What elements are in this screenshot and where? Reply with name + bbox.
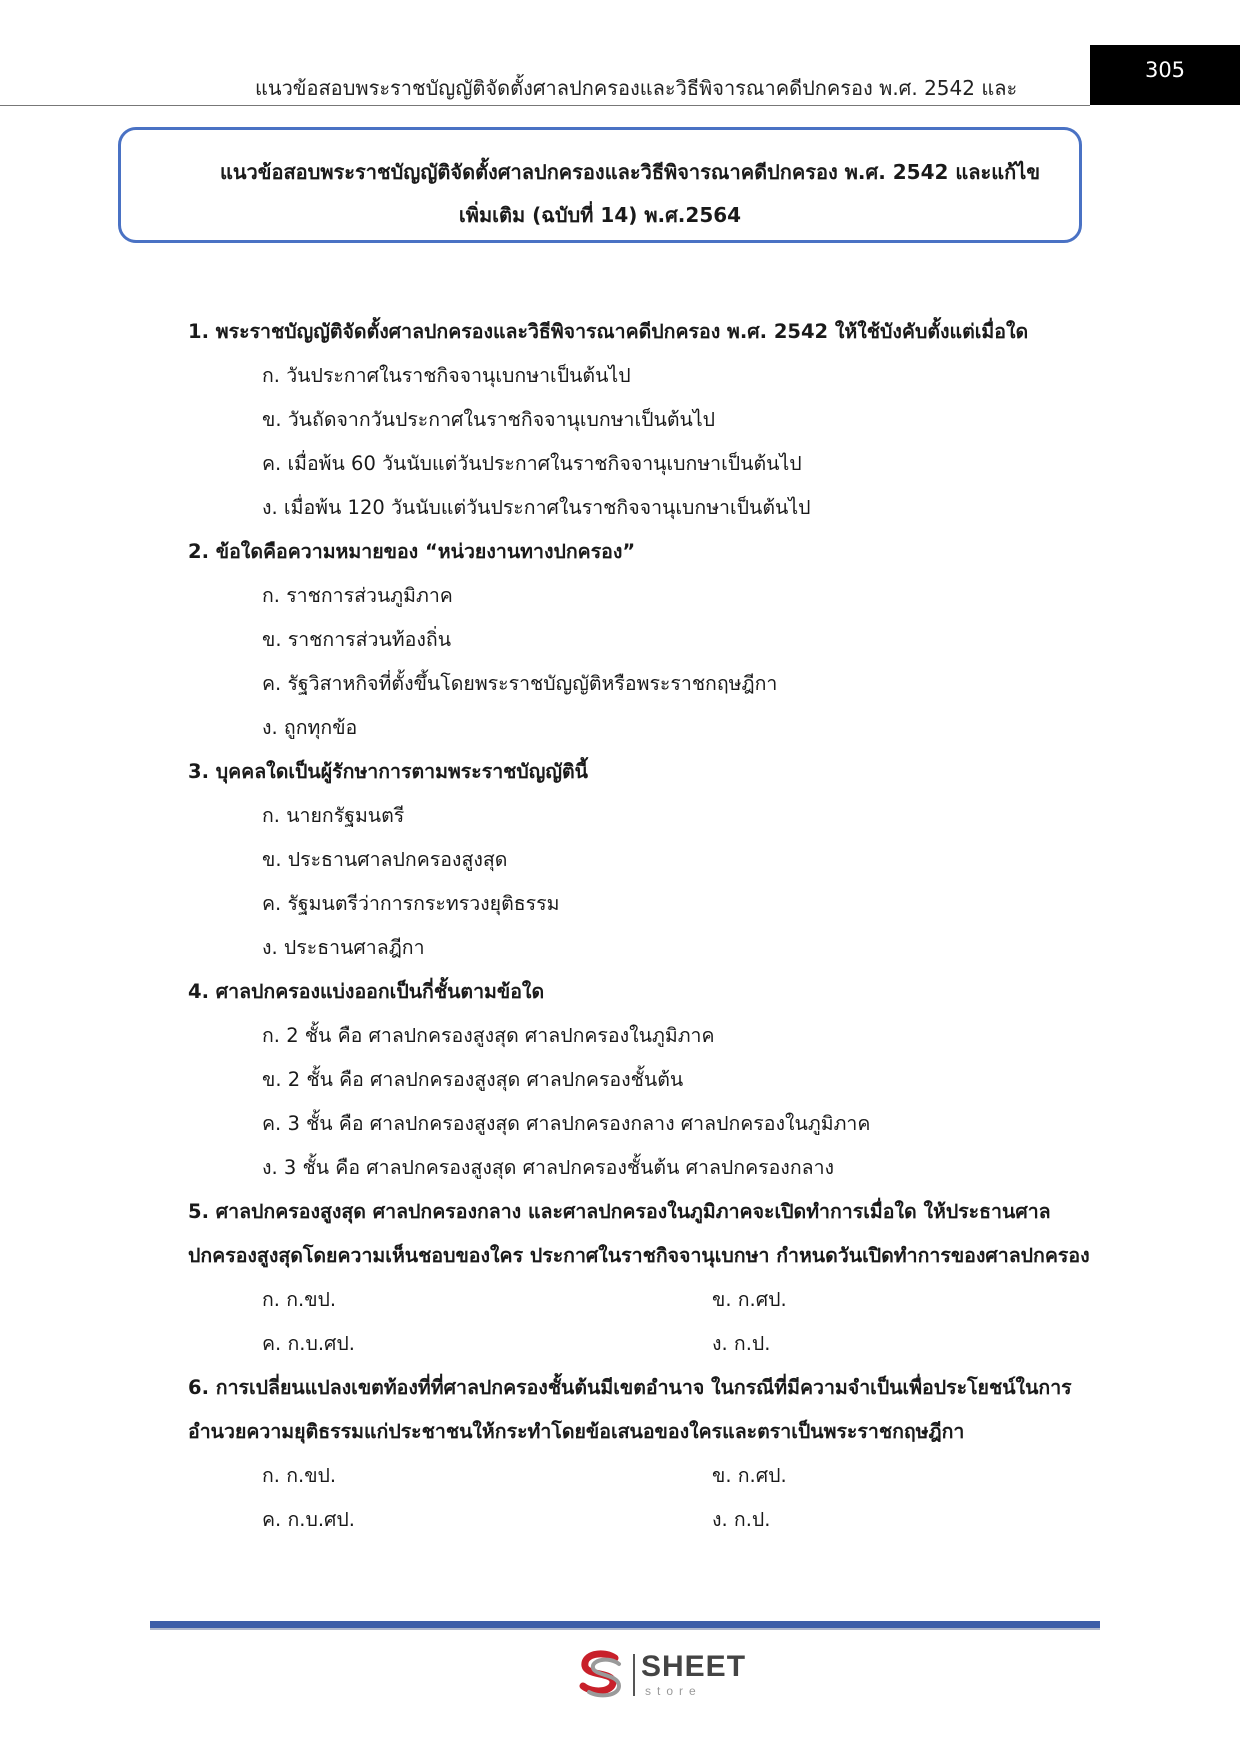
sheet-logo-icon bbox=[575, 1648, 627, 1700]
question-text: 6. การเปลี่ยนแปลงเขตท้องที่ที่ศาลปกครองชั้นต้นมีเขตอำนาจ ในกรณีที่มีความจำเป็นเพื่อประโยชน์ในการอำนวยความยุติธรรมแก่ประชาชนให้กระทำโดยข้อเสนอของใครและตราเป็นพระราชกฤษฎีกา bbox=[188, 1376, 1072, 1443]
running-title: แนวข้อสอบพระราชบัญญัติจัดตั้งศาลปกครองและวิธีพิจารณาคดีปกครอง พ.ศ. 2542 และ bbox=[255, 76, 1018, 100]
option-b: ข. ก.ศป. bbox=[712, 1464, 787, 1487]
logo-wordmark: SHEET bbox=[641, 1650, 747, 1683]
title-line-2: เพิ่มเติม (ฉบับที่ 14) พ.ศ.2564 bbox=[458, 203, 742, 227]
option-a: ก. 2 ชั้น คือ ศาลปกครองสูงสุด ศาลปกครองในภูมิภาค bbox=[262, 1024, 715, 1047]
header-rule bbox=[0, 105, 1090, 106]
option-d: ง. ก.ป. bbox=[712, 1508, 771, 1531]
option-d: ง. ก.ป. bbox=[712, 1332, 771, 1355]
option-c: ค. ก.บ.ศป. bbox=[262, 1332, 355, 1355]
option-d: ง. เมื่อพ้น 120 วันนับแต่วันประกาศในราชกิจจานุเบกษาเป็นต้นไป bbox=[262, 496, 811, 519]
logo-divider bbox=[633, 1654, 635, 1696]
option-d: ง. ถูกทุกข้อ bbox=[262, 716, 358, 739]
option-b: ข. 2 ชั้น คือ ศาลปกครองสูงสุด ศาลปกครองชั้นต้น bbox=[262, 1068, 684, 1091]
option-d: ง. ประธานศาลฎีกา bbox=[262, 936, 425, 959]
option-row bbox=[262, 1278, 1240, 1322]
option-c: ค. ก.บ.ศป. bbox=[262, 1508, 355, 1531]
option-a: ก. ราชการส่วนภูมิภาค bbox=[262, 584, 453, 607]
sheet-store-logo bbox=[575, 1648, 755, 1708]
page-number: 305 bbox=[1090, 45, 1240, 105]
option-b: ข. ก.ศป. bbox=[712, 1288, 787, 1311]
footer-rule bbox=[150, 1621, 1100, 1628]
option-a: ก. วันประกาศในราชกิจจานุเบกษาเป็นต้นไป bbox=[262, 364, 631, 387]
question-5 bbox=[0, 1190, 1240, 1366]
title-line-1: แนวข้อสอบพระราชบัญญัติจัดตั้งศาลปกครองและวิธีพิจารณาคดีปกครอง พ.ศ. 2542 และแก้ไข bbox=[219, 160, 1041, 184]
question-3 bbox=[0, 750, 1240, 970]
option-row bbox=[262, 1498, 1240, 1542]
running-header bbox=[0, 60, 1240, 110]
option-b: ข. วันถัดจากวันประกาศในราชกิจจานุเบกษาเป็นต้นไป bbox=[262, 408, 716, 431]
question-1 bbox=[0, 310, 1240, 530]
option-a: ก. นายกรัฐมนตรี bbox=[262, 804, 405, 827]
question-6 bbox=[0, 1366, 1240, 1542]
question-text: 5. ศาลปกครองสูงสุด ศาลปกครองกลาง และศาลปกครองในภูมิภาคจะเปิดทำการเมื่อใด ให้ประธานศาลปกครองสูงสุดโดยความเห็นชอบของใคร ประกาศในราชกิจจานุเบกษา กำหนดวันเปิดทำการของศาลปกครอง bbox=[188, 1200, 1090, 1267]
option-b: ข. ราชการส่วนท้องถิ่น bbox=[262, 628, 452, 651]
option-a: ก. ก.ขป. bbox=[262, 1288, 337, 1311]
question-text: 3. บุคคลใดเป็นผู้รักษาการตามพระราชบัญญัตินี้ bbox=[188, 760, 589, 783]
question-text: 4. ศาลปกครองแบ่งออกเป็นกี่ชั้นตามข้อใด bbox=[188, 980, 545, 1003]
option-c: ค. รัฐวิสาหกิจที่ตั้งขึ้นโดยพระราชบัญญัติหรือพระราชกฤษฎีกา bbox=[262, 672, 778, 695]
question-text: 2. ข้อใดคือความหมายของ “หน่วยงานทางปกครอง” bbox=[188, 540, 636, 563]
option-a: ก. ก.ขป. bbox=[262, 1464, 337, 1487]
option-b: ข. ประธานศาลปกครองสูงสุด bbox=[262, 848, 508, 871]
option-row bbox=[262, 1322, 1240, 1366]
question-text: 1. พระราชบัญญัติจัดตั้งศาลปกครองและวิธีพิจารณาคดีปกครอง พ.ศ. 2542 ให้ใช้บังคับตั้งแต่เมื่อใด bbox=[188, 320, 1029, 343]
question-list bbox=[0, 310, 1240, 1542]
title-box bbox=[118, 127, 1082, 243]
option-c: ค. รัฐมนตรีว่าการกระทรวงยุติธรรม bbox=[262, 892, 560, 915]
option-c: ค. 3 ชั้น คือ ศาลปกครองสูงสุด ศาลปกครองกลาง ศาลปกครองในภูมิภาค bbox=[262, 1112, 871, 1135]
option-row bbox=[262, 1454, 1240, 1498]
question-4 bbox=[0, 970, 1240, 1190]
logo-subtext: store bbox=[645, 1684, 702, 1698]
option-d: ง. 3 ชั้น คือ ศาลปกครองสูงสุด ศาลปกครองชั้นต้น ศาลปกครองกลาง bbox=[262, 1156, 835, 1179]
question-2 bbox=[0, 530, 1240, 750]
footer-rule-shadow bbox=[150, 1628, 1100, 1630]
option-c: ค. เมื่อพ้น 60 วันนับแต่วันประกาศในราชกิจจานุเบกษาเป็นต้นไป bbox=[262, 452, 802, 475]
